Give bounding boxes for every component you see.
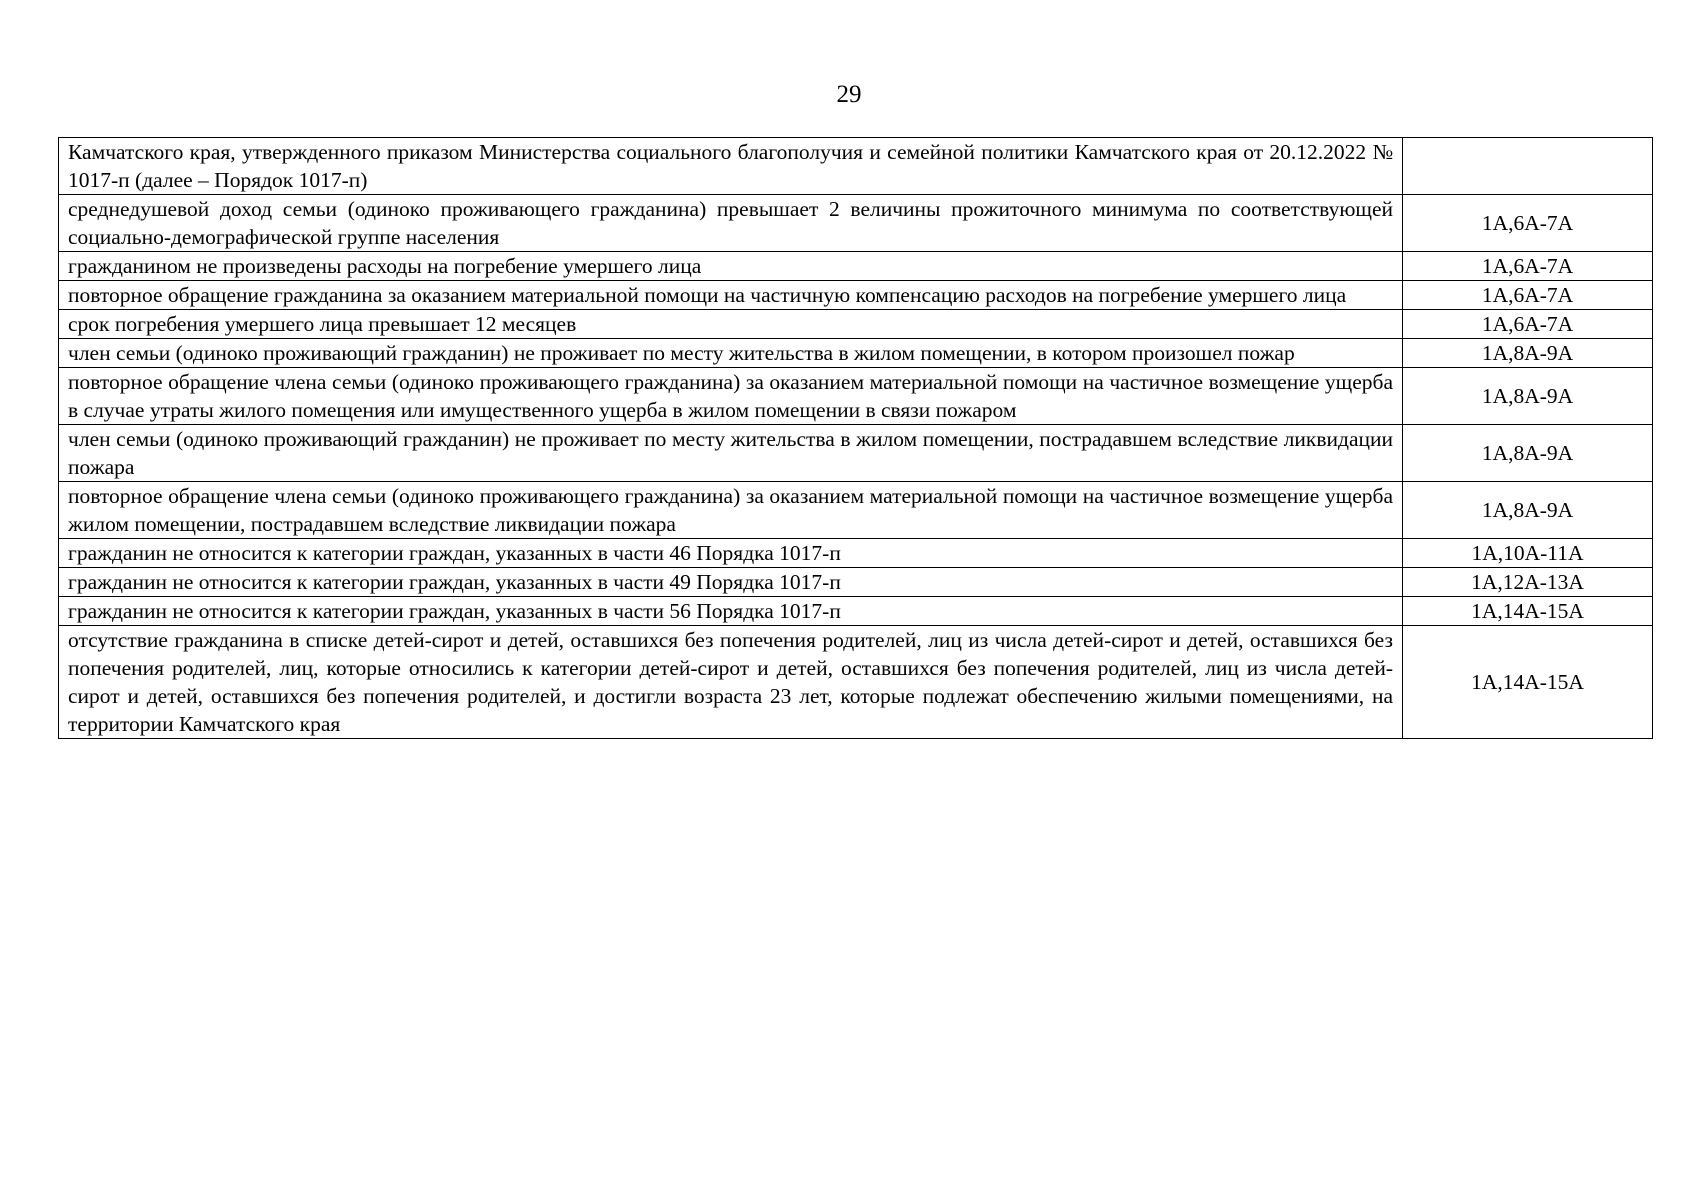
code-cell: 1А,14А-15А xyxy=(1403,626,1653,739)
code-cell: 1А,14А-15А xyxy=(1403,597,1653,626)
code-cell: 1А,6А-7А xyxy=(1403,310,1653,339)
reason-cell: гражданином не произведены расходы на погребение умершего лица xyxy=(59,252,1403,281)
reason-cell: повторное обращение члена семьи (одиноко проживающего гражданина) за оказанием материальной помощи на частичное возмещение ущерба в случае утраты жилого помещения или имущественного ущерба в жилом помещении в связи пожаром xyxy=(59,368,1403,425)
reason-cell: гражданин не относится к категории граждан, указанных в части 56 Порядка 1017-п xyxy=(59,597,1403,626)
reason-cell: Камчатского края, утвержденного приказом Министерства социального благополучия и семейной политики Камчатского края от 20.12.2022 № 1017-п (далее – Порядок 1017-п) xyxy=(59,138,1403,195)
reason-cell: срок погребения умершего лица превышает 12 месяцев xyxy=(59,310,1403,339)
table-row xyxy=(59,281,1653,310)
table-row xyxy=(59,425,1653,482)
reason-cell: гражданин не относится к категории граждан, указанных в части 46 Порядка 1017-п xyxy=(59,539,1403,568)
table-row xyxy=(59,310,1653,339)
table-row xyxy=(59,368,1653,425)
reason-cell: среднедушевой доход семьи (одиноко проживающего гражданина) превышает 2 величины прожиточного минимума по соответствующей социально-демографической группе населения xyxy=(59,195,1403,252)
reason-cell: повторное обращение гражданина за оказанием материальной помощи на частичную компенсацию расходов на погребение умершего лица xyxy=(59,281,1403,310)
table-row xyxy=(59,195,1653,252)
refusal-reasons-table xyxy=(58,137,1653,739)
code-cell: 1А,8А-9А xyxy=(1403,339,1653,368)
code-cell: 1А,8А-9А xyxy=(1403,425,1653,482)
table-row xyxy=(59,539,1653,568)
table-row xyxy=(59,339,1653,368)
reason-cell: член семьи (одиноко проживающий гражданин) не проживает по месту жительства в жилом помещении, пострадавшем вследствие ликвидации пожара xyxy=(59,425,1403,482)
code-cell: 1А,6А-7А xyxy=(1403,252,1653,281)
code-cell: 1А,6А-7А xyxy=(1403,195,1653,252)
table-row xyxy=(59,626,1653,739)
code-cell: 1А,10А-11А xyxy=(1403,539,1653,568)
page-number: 29 xyxy=(836,81,862,108)
reason-cell: отсутствие гражданина в списке детей-сирот и детей, оставшихся без попечения родителей, лиц из числа детей-сирот и детей, оставшихся без попечения родителей, лиц, которые относились к категории детей-сирот и детей, оставшихся без попечения родителей, лиц из числа детей-сирот и детей, оставшихся без попечения родителей, и достигли возраста 23 лет, которые подлежат обеспечению жилыми помещениями, на территории Камчатского края xyxy=(59,626,1403,739)
reason-cell: повторное обращение члена семьи (одиноко проживающего гражданина) за оказанием материальной помощи на частичное возмещение ущерба жилом помещении, пострадавшем вследствие ликвидации пожара xyxy=(59,482,1403,539)
table-row xyxy=(59,482,1653,539)
table-row xyxy=(59,138,1653,195)
code-cell xyxy=(1403,138,1653,195)
table-row xyxy=(59,568,1653,597)
code-cell: 1А,12А-13А xyxy=(1403,568,1653,597)
reason-cell: член семьи (одиноко проживающий гражданин) не проживает по месту жительства в жилом помещении, в котором произошел пожар xyxy=(59,339,1403,368)
code-cell: 1А,8А-9А xyxy=(1403,482,1653,539)
reason-cell: гражданин не относится к категории граждан, указанных в части 49 Порядка 1017-п xyxy=(59,568,1403,597)
table-row xyxy=(59,597,1653,626)
code-cell: 1А,6А-7А xyxy=(1403,281,1653,310)
code-cell: 1А,8А-9А xyxy=(1403,368,1653,425)
table-row xyxy=(59,252,1653,281)
